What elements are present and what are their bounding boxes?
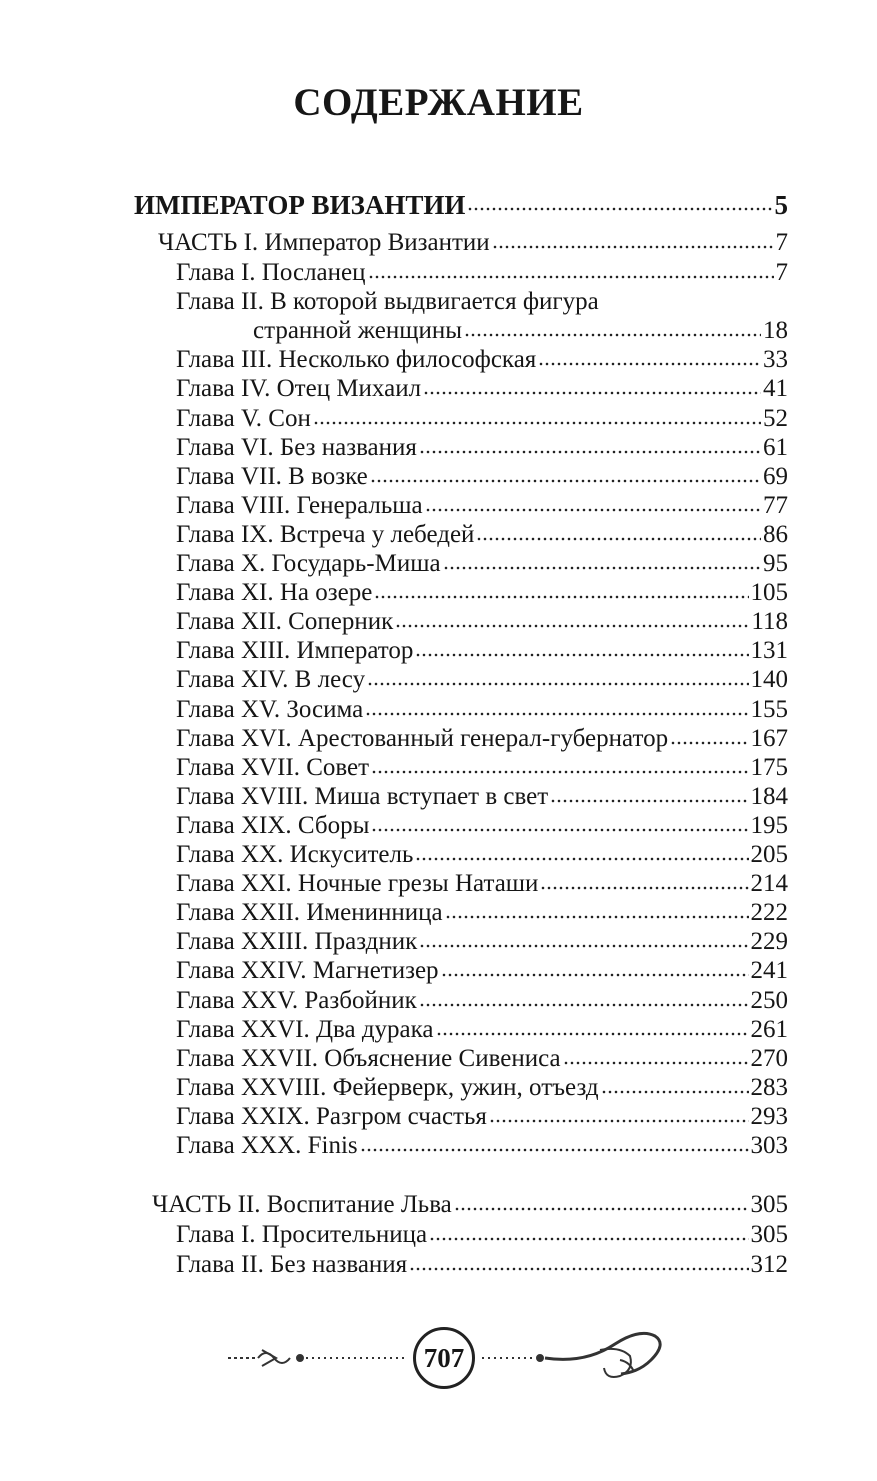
toc-book-entry — [134, 190, 788, 220]
dot-leader — [419, 943, 748, 949]
dot-leader — [443, 565, 761, 571]
dot-leader — [313, 420, 761, 426]
dot-leader — [371, 827, 748, 833]
toc-chapter-entry — [176, 695, 788, 725]
dot-leader — [436, 1031, 749, 1037]
dot-leader — [464, 332, 761, 338]
dot-leader — [538, 361, 761, 367]
toc-entry-label: Глава XXVI. Два дурака — [176, 1015, 434, 1043]
dot-leader — [563, 1060, 749, 1066]
toc-entry-label: Глава X. Государь-Миша — [176, 550, 441, 577]
dot-leader — [415, 652, 748, 658]
toc-chapter-entry — [176, 1220, 788, 1250]
page-number: 707 — [413, 1327, 475, 1389]
toc-entry-label: Глава XVI. Арестованный генерал-губернатор — [176, 724, 669, 752]
toc-entry-label: Глава XVII. Совет — [176, 753, 370, 781]
toc-chapter-entry — [176, 520, 788, 550]
toc-entry-label: Глава V. Сон — [176, 404, 311, 432]
toc-chapter-entry — [176, 578, 788, 608]
dot-leader — [445, 914, 749, 920]
toc-entry-label: Глава XXIX. Разгром счастья — [176, 1102, 487, 1130]
toc-entry-label: ИМПЕРАТОР ВИЗАНТИИ — [134, 190, 466, 220]
toc-entry-page: 250 — [750, 986, 788, 1014]
dot-leader — [419, 1002, 749, 1008]
toc-entry-page: 167 — [750, 724, 788, 752]
toc-chapter-entry — [176, 840, 788, 870]
toc-entry-page: 69 — [763, 462, 788, 490]
dot-leader — [365, 711, 748, 717]
toc-chapter-entry — [176, 956, 788, 986]
dot-leader — [429, 1236, 748, 1242]
toc-entry-label: Глава IV. Отец Михаил — [176, 375, 422, 403]
toc-entry-label: Глава II. В которой выдвигается фигура — [176, 288, 599, 316]
toc-entry-label: Глава XI. На озере — [176, 579, 373, 607]
toc-entry-page: 7 — [775, 259, 788, 286]
dot-leader — [360, 1147, 749, 1153]
toc-entry-page: 140 — [750, 666, 788, 694]
toc-chapter-entry — [176, 374, 788, 404]
toc-entry-page: 270 — [750, 1044, 788, 1072]
dot-leader — [601, 1089, 749, 1095]
dot-leader — [467, 206, 772, 212]
dot-leader — [425, 507, 761, 513]
dot-leader — [670, 740, 748, 746]
dot-leader — [441, 972, 749, 978]
dot-leader — [419, 449, 761, 455]
toc-entry-page: 241 — [750, 957, 788, 985]
ornament-left-icon — [228, 1350, 405, 1366]
dot-leader — [476, 536, 761, 542]
dot-leader — [367, 681, 748, 687]
toc-entry-page: 214 — [750, 870, 788, 898]
toc-entry-page: 118 — [751, 608, 788, 636]
toc-chapter-entry — [176, 665, 788, 695]
toc-entry-page: 303 — [750, 1132, 788, 1159]
toc-entry-page: 293 — [750, 1102, 788, 1130]
toc-entry-page: 312 — [750, 1251, 788, 1278]
toc-entry-page: 229 — [750, 928, 788, 956]
toc-entry-page: 105 — [750, 579, 788, 607]
dot-leader — [550, 798, 748, 804]
toc-entry-label: ЧАСТЬ II. Воспитание Льва — [152, 1191, 452, 1218]
toc-entry-label: Глава XIV. В лесу — [176, 666, 366, 694]
toc-entry-label: Глава II. Без названия — [176, 1251, 408, 1278]
toc-chapter-entry — [176, 986, 788, 1016]
toc-entry-label: Глава IX. Встреча у лебедей — [176, 520, 475, 548]
toc-entry-page: 131 — [750, 637, 788, 665]
toc-chapter-entry — [176, 462, 788, 492]
toc-entry-label: Глава XXV. Разбойник — [176, 986, 417, 1014]
toc-entry-label: Глава VI. Без названия — [176, 433, 417, 461]
toc-entry-label: Глава XII. Соперник — [176, 608, 394, 636]
toc-entry-label: Глава VIII. Генеральша — [176, 491, 423, 519]
toc-entry-label: странной женщины — [253, 317, 463, 345]
toc-chapter-entry — [176, 753, 788, 783]
toc-entry-label: Глава XXIII. Праздник — [176, 928, 418, 956]
toc-entry-page: 155 — [750, 695, 788, 723]
toc-entry-page: 261 — [750, 1015, 788, 1043]
toc-entry-label: Глава XXI. Ночные грезы Наташи — [176, 870, 539, 898]
toc-entry-page: 5 — [774, 190, 788, 220]
toc-chapter-entry — [176, 1102, 788, 1132]
dot-leader — [368, 274, 774, 280]
toc-entry-label: Глава III. Несколько философская — [176, 346, 537, 374]
toc-entry-page: 33 — [763, 346, 788, 374]
toc-entry-label: Глава XIX. Сборы — [176, 811, 370, 839]
toc-chapter-entry — [176, 1073, 788, 1103]
toc-chapter-entry — [176, 811, 788, 841]
toc-part-entry — [152, 1190, 788, 1220]
dot-leader — [409, 1266, 748, 1272]
ornament-right-icon — [482, 1333, 660, 1377]
toc-entry-page: 86 — [763, 520, 788, 548]
toc-entry-label: Глава XXX. Finis — [176, 1132, 358, 1159]
toc-chapter-continuation — [253, 316, 788, 346]
toc-entry-page: 283 — [750, 1073, 788, 1101]
toc-entry-page: 95 — [763, 550, 788, 577]
toc-chapter-entry — [176, 433, 788, 463]
dot-leader — [540, 885, 748, 891]
toc-chapter-entry — [176, 607, 788, 637]
toc-entry-page: 7 — [775, 229, 788, 256]
toc-chapter-entry — [176, 1015, 788, 1045]
toc-entry-page: 205 — [750, 841, 788, 868]
toc-chapter-entry — [176, 491, 788, 521]
dot-leader — [454, 1206, 749, 1212]
toc-entry-label: Глава XXVIII. Фейерверк, ужин, отъезд — [176, 1073, 599, 1101]
toc-entry-page: 305 — [750, 1221, 788, 1248]
toc-entry-label: Глава XXVII. Объяснение Сивениса — [176, 1044, 561, 1072]
toc-entry-label: Глава XXIV. Магнетизер — [176, 957, 439, 985]
dot-leader — [395, 623, 749, 629]
toc-entry-page: 184 — [750, 782, 788, 810]
toc-chapter-entry — [176, 869, 788, 899]
toc-entry-label: Глава XX. Искуситель — [176, 841, 414, 868]
toc-chapter-entry — [176, 724, 788, 754]
toc-entry-label: Глава XV. Зосима — [176, 695, 364, 723]
toc-entry-page: 305 — [750, 1191, 788, 1218]
dot-leader — [374, 594, 748, 600]
toc-part-entry — [158, 228, 788, 258]
toc-chapter-entry — [176, 345, 788, 375]
toc-entry-page: 195 — [750, 811, 788, 839]
toc-chapter-entry — [176, 258, 788, 288]
toc-entry-page: 175 — [750, 753, 788, 781]
toc-entry-label: Глава I. Просительница — [176, 1221, 428, 1248]
toc-entry-page: 41 — [763, 375, 788, 403]
page-title: СОДЕРЖАНИЕ — [293, 81, 584, 124]
toc-chapter-entry — [176, 1250, 788, 1280]
toc-chapter-entry — [176, 287, 788, 317]
toc-entry-page: 18 — [763, 317, 788, 345]
toc-entry-page: 222 — [750, 899, 788, 927]
toc-entry-label: Глава XXII. Именинница — [176, 899, 443, 927]
toc-entry-label: Глава XVIII. Миша вступает в свет — [176, 782, 549, 810]
toc-chapter-entry — [176, 1131, 788, 1161]
toc-chapter-entry — [176, 1044, 788, 1074]
dot-leader — [415, 856, 748, 862]
toc-chapter-entry — [176, 782, 788, 812]
toc-entry-label: Глава I. Посланец — [176, 259, 366, 286]
toc-entry-label: Глава XIII. Император — [176, 637, 414, 665]
toc-chapter-entry — [176, 898, 788, 928]
dot-leader — [492, 244, 774, 250]
toc-chapter-entry — [176, 404, 788, 434]
toc-entry-page: 77 — [763, 491, 788, 519]
toc-entry-page: 52 — [763, 404, 788, 432]
toc-entry-label: ЧАСТЬ I. Император Византии — [158, 229, 490, 256]
toc-chapter-entry — [176, 636, 788, 666]
toc-entry-page: 61 — [763, 433, 788, 461]
dot-leader — [371, 769, 748, 775]
dot-leader — [423, 390, 761, 396]
toc-chapter-entry — [176, 549, 788, 579]
toc-entry-label: Глава VII. В возке — [176, 462, 368, 490]
dot-leader — [489, 1118, 749, 1124]
toc-chapter-entry — [176, 927, 788, 957]
dot-leader — [370, 478, 761, 484]
